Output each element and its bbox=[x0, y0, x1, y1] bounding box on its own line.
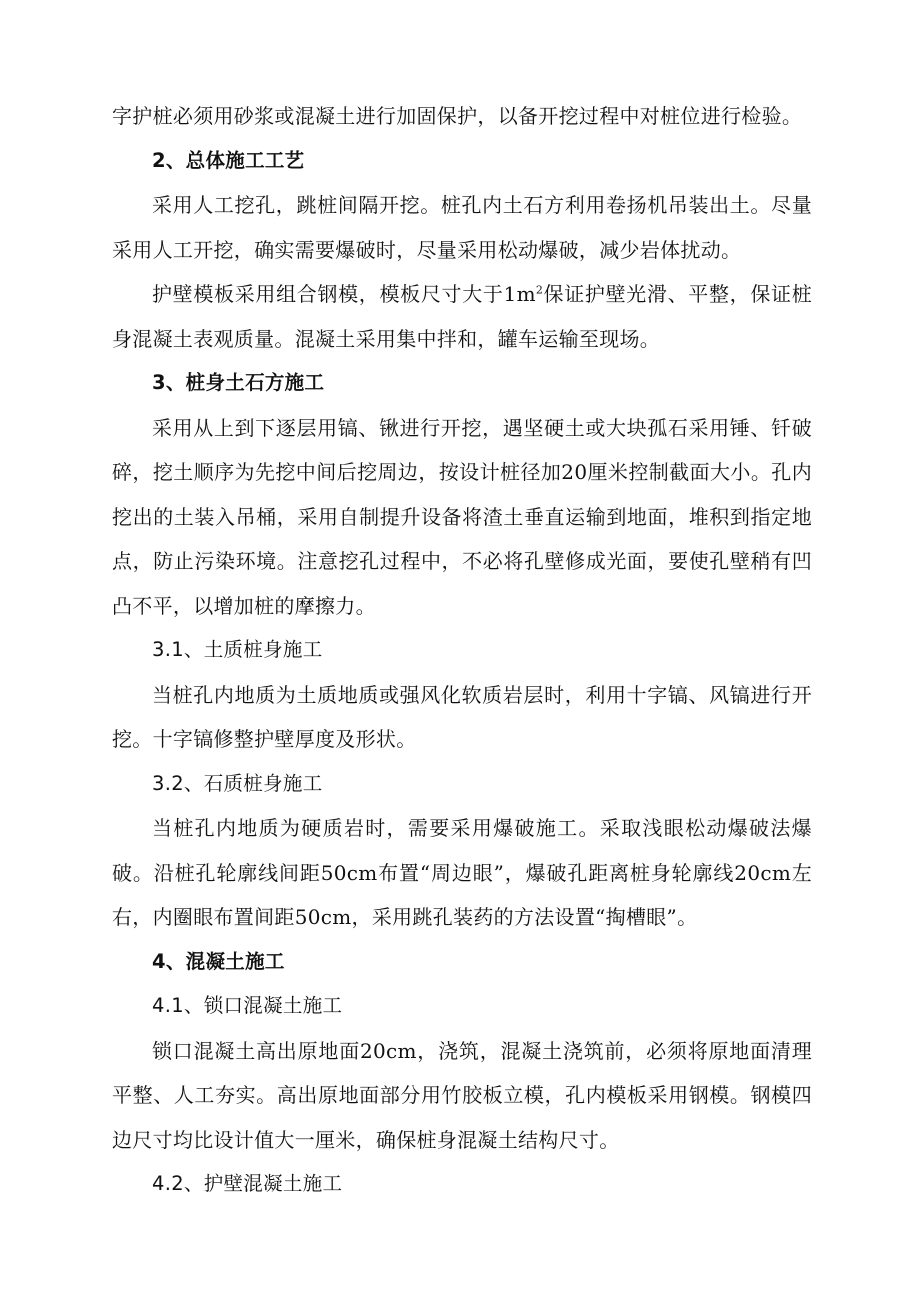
paragraph-formwork-part1: 护壁模板采用组合钢模，模板尺寸大于1m bbox=[152, 282, 536, 306]
paragraph-continuation: 字护桩必须用砂浆或混凝土进行加固保护，以备开挖过程中对桩位进行检验。 bbox=[112, 104, 803, 128]
paragraph-rock-pile: 当桩孔内地质为硬质岩时，需要采用爆破施工。采取浅眼松动爆破法爆破。沿桩孔轮廓线间距50cm布置“周边眼”，爆破孔距离桩身轮廓线20cm左右，内圈眼布置间距50cm，采用跳孔装药的方法设置“掏槽眼”。 bbox=[112, 816, 812, 929]
superscript-square: 2 bbox=[535, 283, 544, 297]
subsection-heading-3-2: 3.2、石质桩身施工 bbox=[152, 771, 323, 795]
section-heading-4: 4、混凝土施工 bbox=[152, 949, 285, 973]
section-heading-3: 3、桩身土石方施工 bbox=[152, 371, 325, 394]
section-heading-2: 2、总体施工工艺 bbox=[152, 148, 305, 172]
document-body bbox=[112, 94, 812, 1207]
paragraph-soil-pile: 当桩孔内地质为土质地质或强风化软质岩层时，利用十字镐、风镐进行开挖。十字镐修整护壁厚度及形状。 bbox=[112, 682, 812, 751]
subsection-heading-3-1: 3.1、土质桩身施工 bbox=[152, 638, 323, 661]
subsection-heading-4-2: 4.2、护壁混凝土施工 bbox=[152, 1172, 343, 1195]
paragraph-lock-concrete: 锁口混凝土高出原地面20cm，浇筑，混凝土浇筑前，必须将原地面清理平整、人工夯实。高出原地面部分用竹胶板立模，孔内模板采用钢模。钢模四边尺寸均比设计值大一厘米，确保桩身混凝土结构尺寸。 bbox=[112, 1038, 812, 1152]
paragraph-overall-process: 采用人工挖孔，跳桩间隔开挖。桩孔内土石方利用卷扬机吊装出土。尽量采用人工开挖，确实需要爆破时，尽量采用松动爆破，减少岩体扰动。 bbox=[112, 193, 812, 262]
paragraph-formwork bbox=[112, 272, 812, 361]
subsection-heading-4-1: 4.1、锁口混凝土施工 bbox=[152, 994, 343, 1017]
paragraph-formwork-part2: 保证护壁光滑、平整，保证桩身混凝土表观质量。混凝土采用集中拌和，罐车运输至现场。 bbox=[112, 282, 812, 351]
paragraph-excavation: 采用从上到下逐层用镐、锹进行开挖，遇坚硬土或大块孤石采用锤、钎破碎，挖土顺序为先挖中间后挖周边，按设计桩径加20厘米控制截面大小。孔内挖出的土装入吊桶，采用自制提升设备将渣土垂直运输到地面，堆积到指定地点，防止污染环境。注意挖孔过程中，不必将孔壁修成光面，要使孔壁稍有凹凸不平，以增加桩的摩擦力。 bbox=[112, 415, 812, 618]
